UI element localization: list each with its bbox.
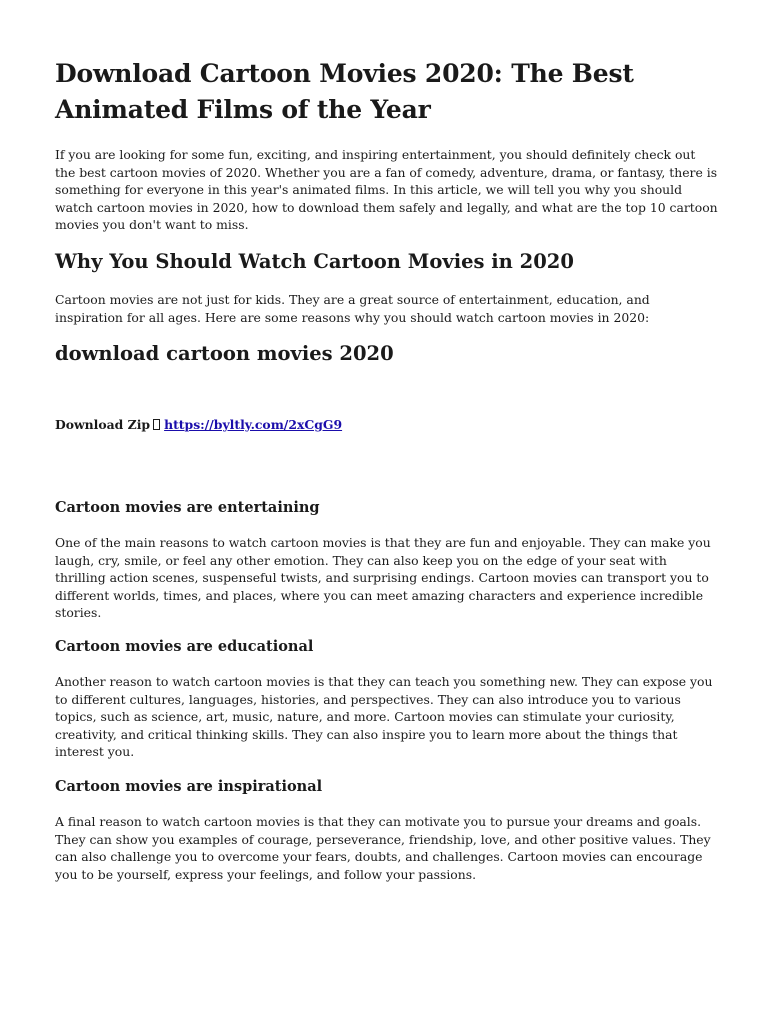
subsection-heading-educational: Cartoon movies are educational	[55, 638, 314, 655]
page-title: Download Cartoon Movies 2020: The Best Animated Films of the Year	[55, 59, 634, 124]
subsection-heading-inspirational: Cartoon movies are inspirational	[55, 778, 323, 795]
subsection-educational-paragraph: Another reason to watch cartoon movies is that they can teach you something new. They can expose you to different cultures, languages, histories, and perspectives. They can also introduce you to various topics, such as science, art, music, nature, and more. Cartoon movies can stimulate your curiosity, creativity, and critical thinking skills. They can also inspire you to learn more about the things that interest you.	[55, 674, 713, 760]
download-line	[55, 416, 342, 434]
keyword-heading: download cartoon movies 2020	[55, 342, 394, 365]
download-link[interactable]: https://byltly.com/2xCgG9	[164, 417, 343, 432]
subsection-entertaining-paragraph: One of the main reasons to watch cartoon movies is that they are fun and enjoyable. They can make you laugh, cry, smile, or feel any other emotion. They can also keep you on the edge of your seat with thrilling action scenes, suspenseful twists, and surprising endings. Cartoon movies can transport you to different worlds, times, and places, where you can meet amazing characters and experience incredible stories.	[55, 535, 711, 621]
section-why-paragraph: Cartoon movies are not just for kids. They are a great source of entertainment, education, and inspiration for all ages. Here are some reasons why you should watch cartoon movies in 2020:	[55, 292, 650, 325]
subsection-inspirational-paragraph: A final reason to watch cartoon movies is that they can motivate you to pursue your dreams and goals. They can show you examples of courage, perseverance, friendship, love, and other positive values. They can also challenge you to overcome your fears, doubts, and challenges. Cartoon movies can encourage you to be yourself, express your feelings, and follow your passions.	[55, 814, 711, 882]
download-label: Download Zip	[55, 417, 151, 432]
missing-glyph-icon	[153, 419, 160, 430]
intro-paragraph: If you are looking for some fun, exciting, and inspiring entertainment, you should definitely check out the best cartoon movies of 2020. Whether you are a fan of comedy, adventure, drama, or fantasy, there is something for everyone in this year's animated films. In this article, we will tell you why you should watch cartoon movies in 2020, how to download them safely and legally, and what are the top 10 cartoon movies you don't want to miss.	[55, 147, 718, 233]
subsection-heading-entertaining: Cartoon movies are entertaining	[55, 499, 320, 516]
section-heading-why: Why You Should Watch Cartoon Movies in 2020	[55, 250, 574, 273]
